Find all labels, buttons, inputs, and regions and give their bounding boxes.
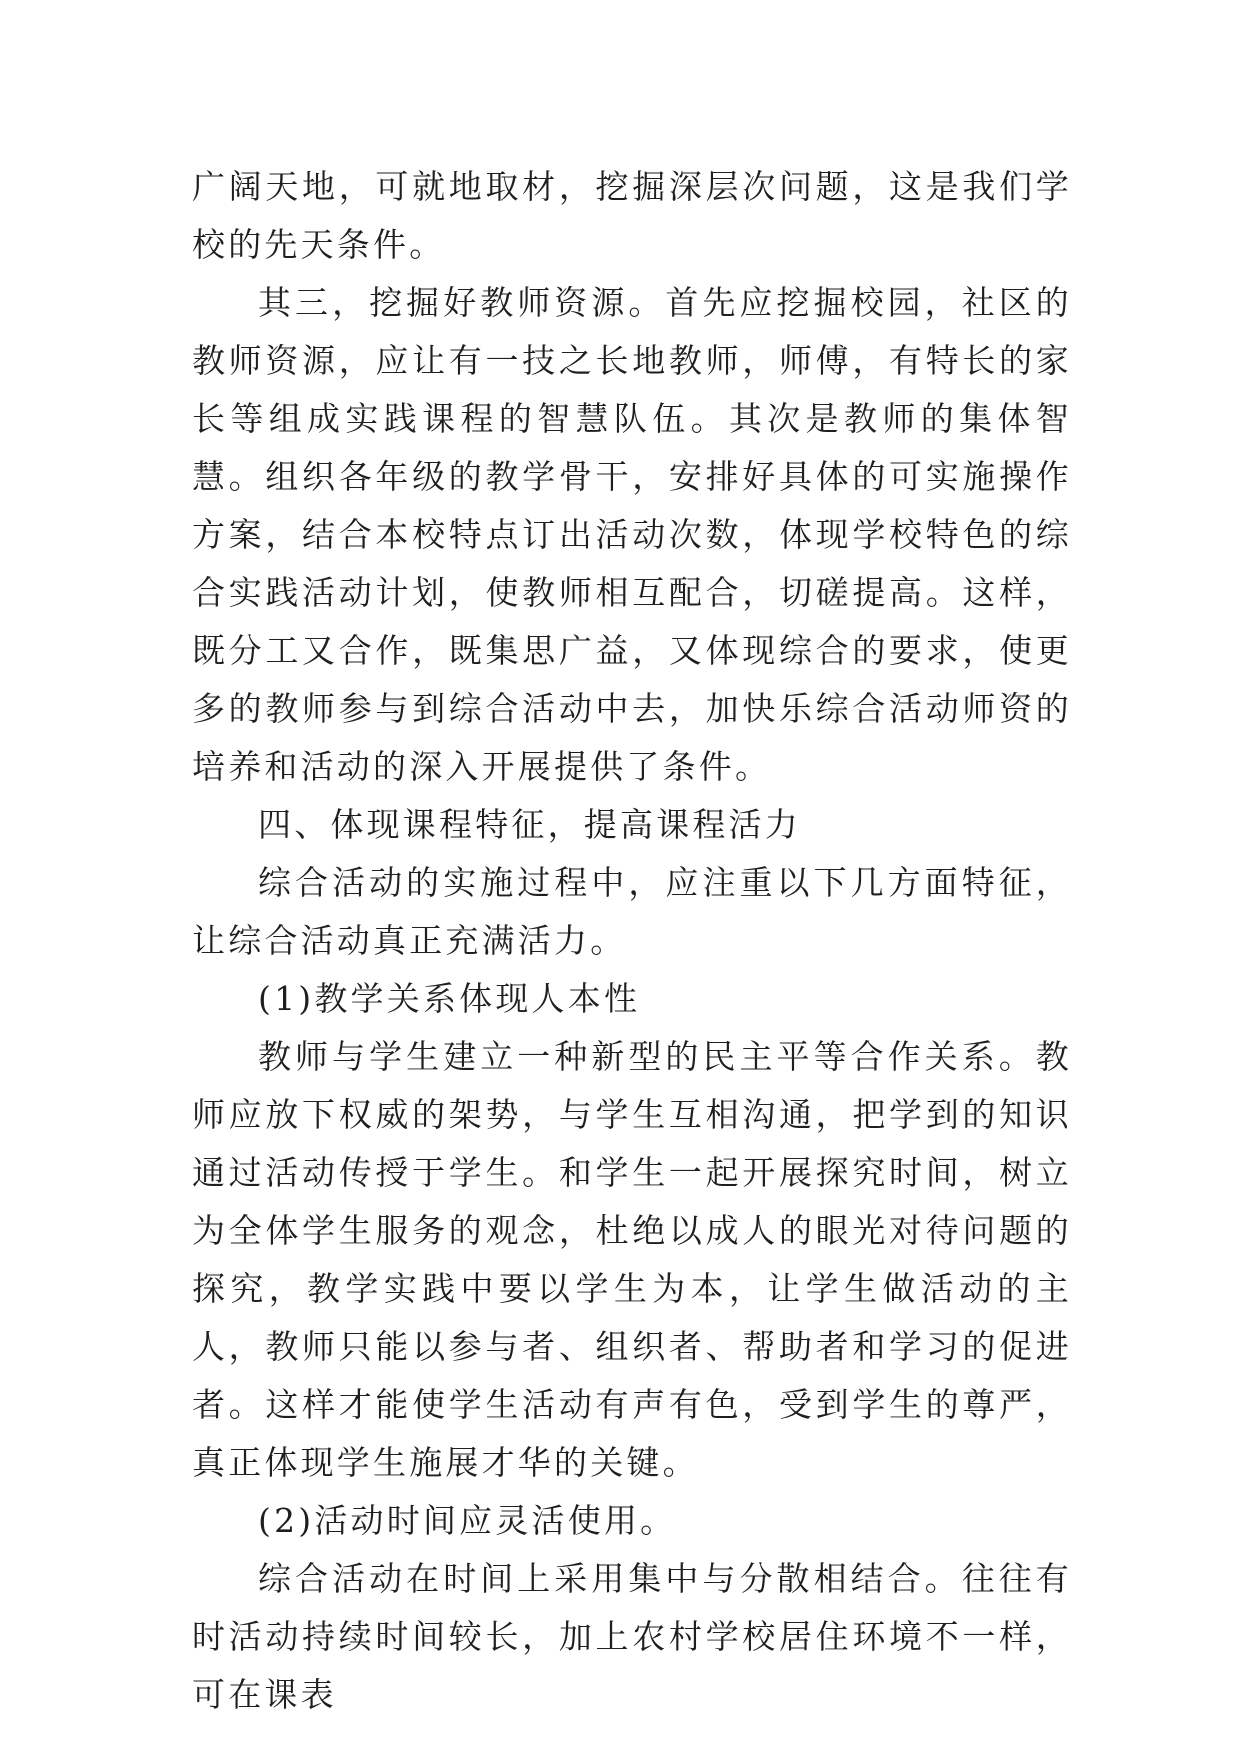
paragraph-section-intro: 综合活动的实施过程中，应注重以下几方面特征，让综合活动真正充满活力。 [192, 863, 1072, 960]
document-body [192, 158, 1072, 1724]
paragraph-continuation: 广阔天地，可就地取材，挖掘深层次问题，这是我们学校的先天条件。 [192, 167, 1072, 264]
paragraph-activity-time: 综合活动在时间上采用集中与分散相结合。往往有时活动持续时间较长，加上农村学校居住环境不一样，可在课表 [192, 1559, 1072, 1714]
paragraph-teacher-resources: 其三，挖掘好教师资源。首先应挖掘校园，社区的教师资源，应让有一技之长地教师，师傅，有特长的家长等组成实践课程的智慧队伍。其次是教师的集体智慧。组织各年级的教学骨干，安排好具体的可实施操作方案，结合本校特点订出活动次数，体现学校特色的综合实践活动计划，使教师相互配合，切磋提高。这样，既分工又合作，既集思广益，又体现综合的要求，使更多的教师参与到综合活动中去，加快乐综合活动师资的培养和活动的深入开展提供了条件。 [192, 283, 1072, 786]
subheading-1: (1)教学关系体现人本性 [258, 979, 641, 1018]
paragraph-teaching-relation: 教师与学生建立一种新型的民主平等合作关系。教师应放下权威的架势，与学生互相沟通，把学到的知识通过活动传授于学生。和学生一起开展探究时间，树立为全体学生服务的观念，杜绝以成人的眼光对待问题的探究，教学实践中要以学生为本，让学生做活动的主人，教师只能以参与者、组织者、帮助者和学习的促进者。这样才能使学生活动有声有色，受到学生的尊严，真正体现学生施展才华的关键。 [192, 1037, 1072, 1482]
subheading-2: (2)活动时间应灵活使用。 [258, 1501, 677, 1540]
section-heading: 四、体现课程特征，提高课程活力 [258, 805, 801, 844]
